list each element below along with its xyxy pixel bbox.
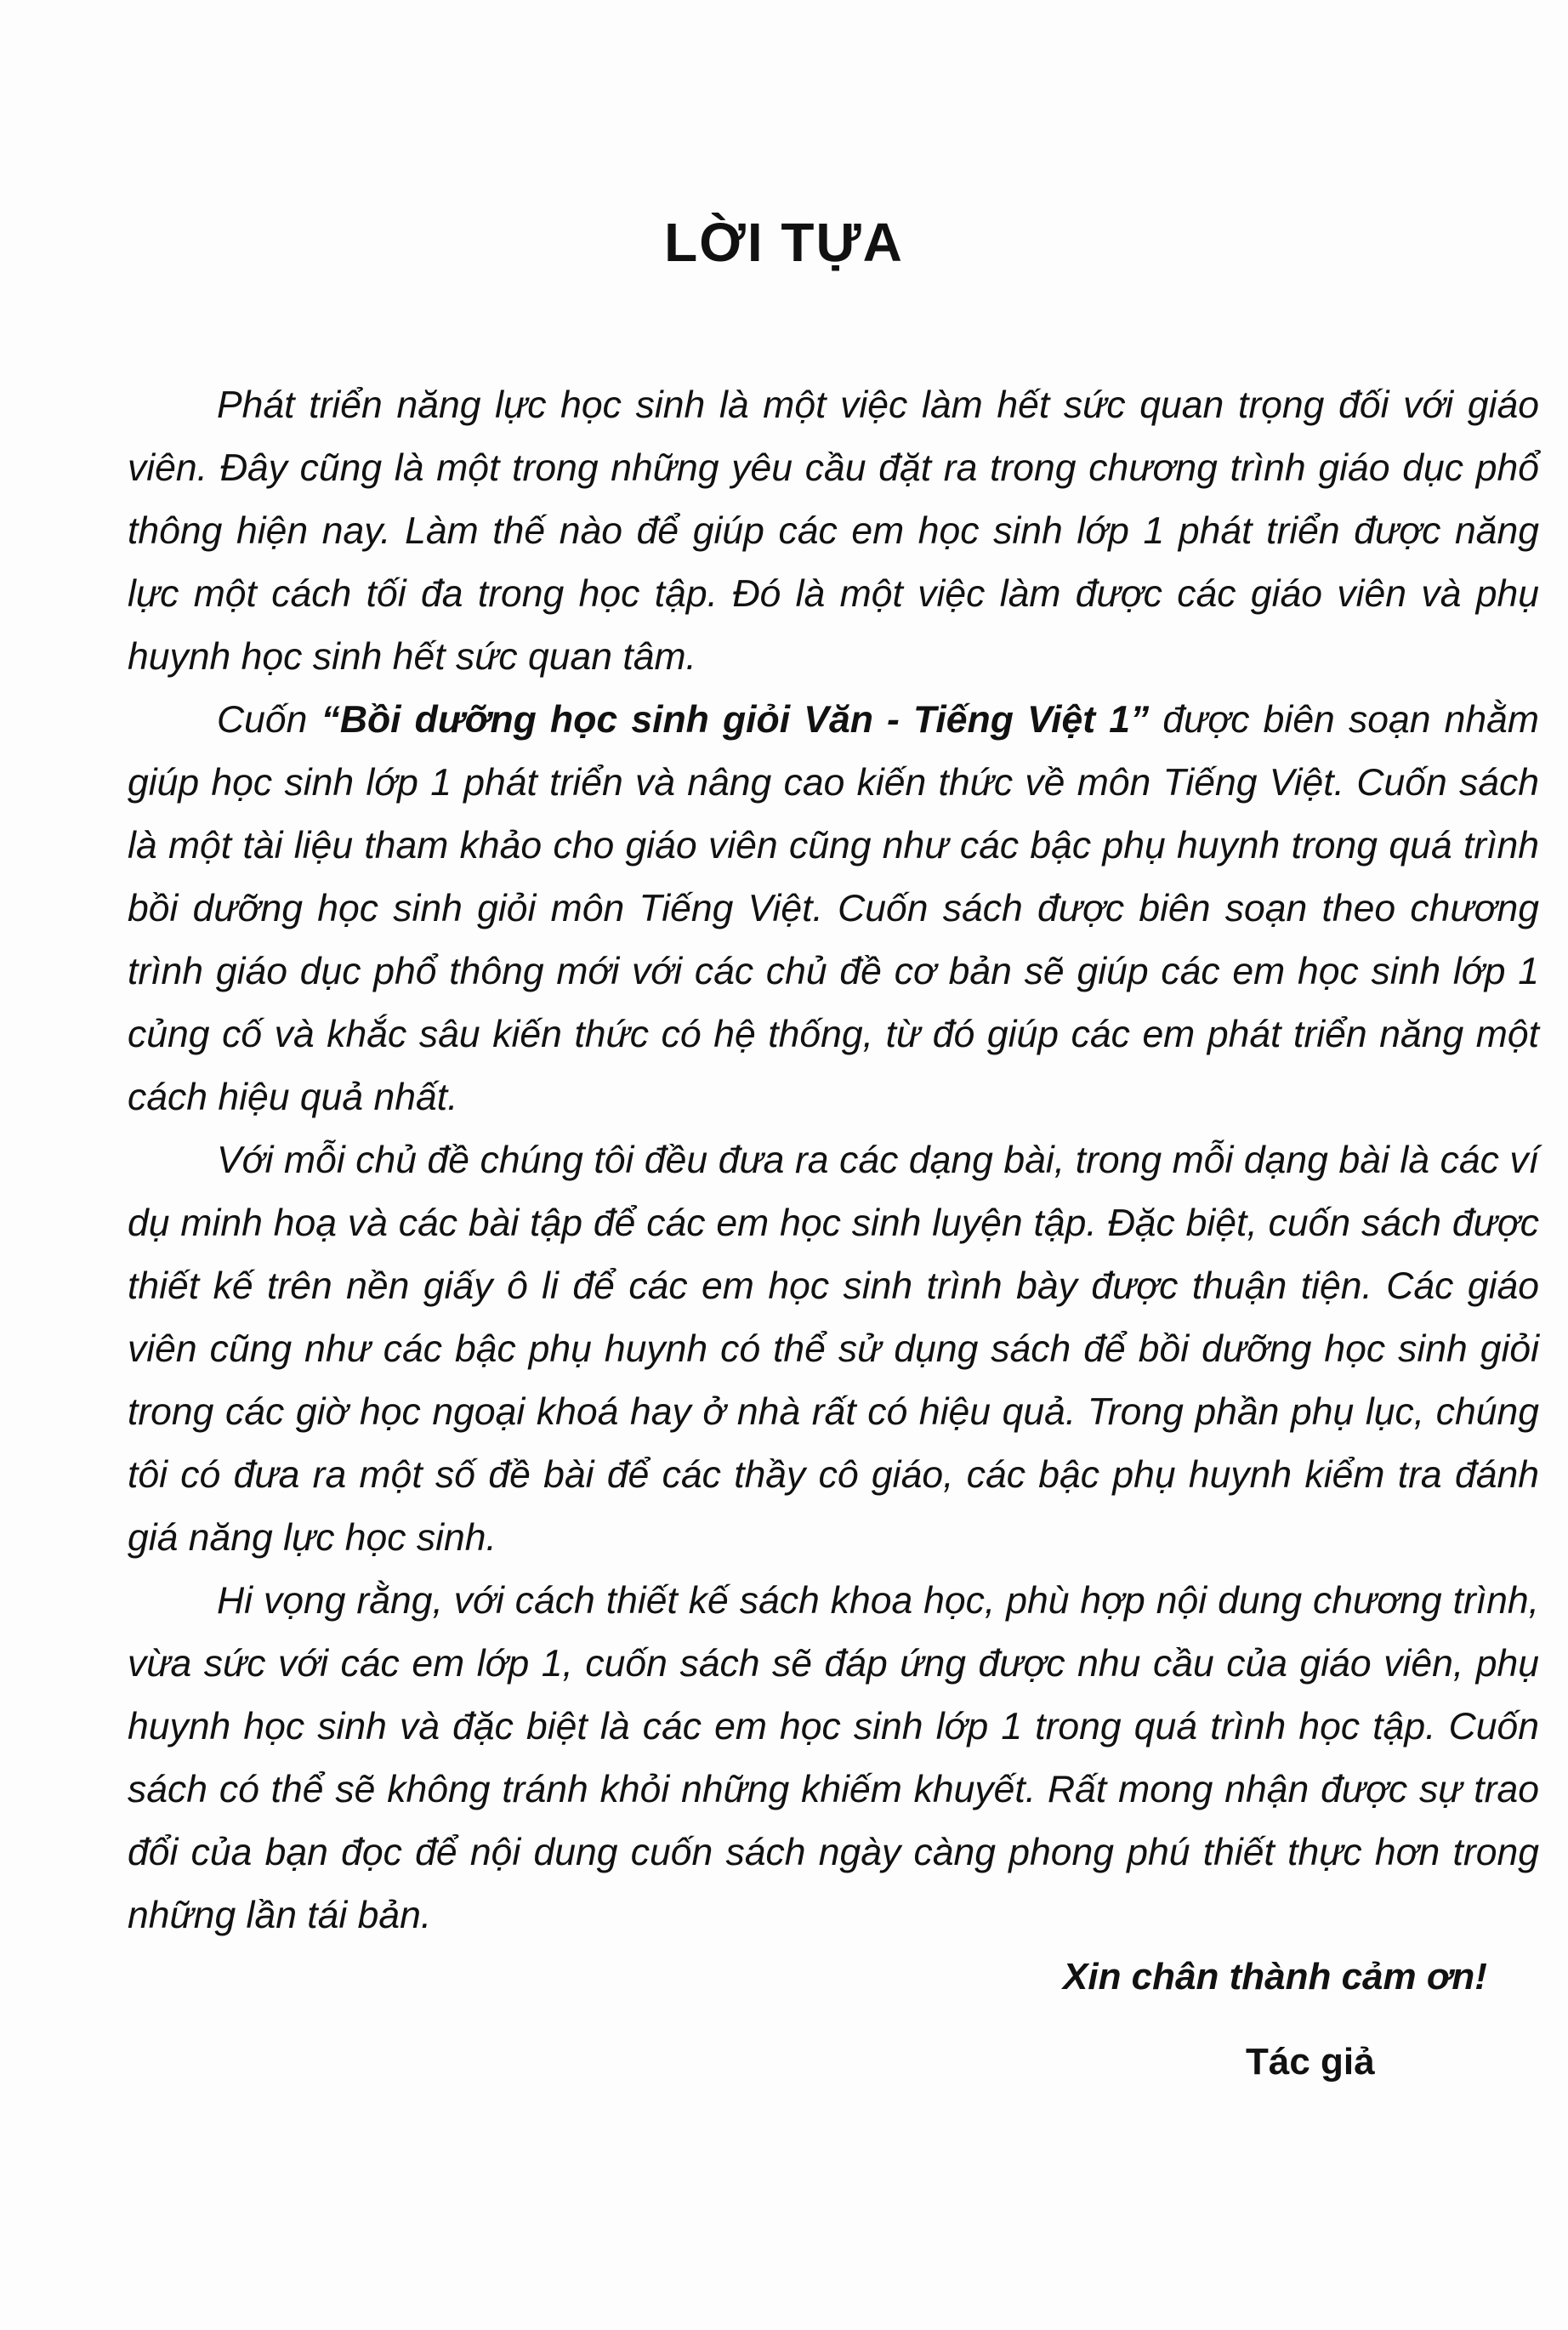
paragraph-2-suffix: được biên soạn nhằm giúp học sinh lớp 1 phát triển và nâng cao kiến thức về môn Tiếng Việt. Cuốn sách là một tài liệu tham khảo cho giáo viên cũng như các bậc phụ huynh trong quá trình bồi dưỡng học sinh giỏi môn Tiếng Việt. Cuốn sách được biên soạn theo chương trình giáo dục phổ thông mới với các chủ đề cơ bản sẽ giúp các em học sinh lớp 1 củng cố và khắc sâu kiến thức có hệ thống, từ đó giúp các em phát triển năng một cách hiệu quả nhất. [128,699,1539,1118]
paragraph-2 [128,689,1539,1129]
page-title: LỜI TỰA [664,212,904,273]
closing-author: Tác giả [1246,2041,1375,2083]
body-text [128,374,1539,1947]
book-title: “Bồi dưỡng học sinh giỏi Văn - Tiếng Việt 1” [321,699,1150,741]
closing-block [1063,1946,1568,2094]
paragraph-2-prefix: Cuốn [217,699,321,741]
paragraph-4: Hi vọng rằng, với cách thiết kế sách khoa học, phù hợp nội dung chương trình, vừa sức với các em lớp 1, cuốn sách sẽ đáp ứng được nhu cầu của giáo viên, phụ huynh học sinh và đặc biệt là các em học sinh lớp 1 trong quá trình học tập. Cuốn sách có thể sẽ không tránh khỏi những khiếm khuyết. Rất mong nhận được sự trao đổi của bạn đọc để nội dung cuốn sách ngày càng phong phú thiết thực hơn trong những lần tái bản. [128,1580,1539,1936]
paragraph-1: Phát triển năng lực học sinh là một việc làm hết sức quan trọng đối với giáo viên. Đây cũng là một trong những yêu cầu đặt ra trong chương trình giáo dục phổ thông hiện nay. Làm thế nào để giúp các em học sinh lớp 1 phát triển được năng lực một cách tối đa trong học tập. Đó là một việc làm được các giáo viên và phụ huynh học sinh hết sức quan tâm. [128,384,1539,678]
paragraph-3: Với mỗi chủ đề chúng tôi đều đưa ra các dạng bài, trong mỗi dạng bài là các ví dụ minh hoạ và các bài tập để các em học sinh luyện tập. Đặc biệt, cuốn sách được thiết kế trên nền giấy ô li để các em học sinh trình bày được thuận tiện. Các giáo viên cũng như các bậc phụ huynh có thể sử dụng sách để bồi dưỡng học sinh giỏi trong các giờ học ngoại khoá hay ở nhà rất có hiệu quả. Trong phần phụ lục, chúng tôi có đưa ra một số đề bài để các thầy cô giáo, các bậc phụ huynh kiểm tra đánh giá năng lực học sinh. [128,1139,1539,1559]
closing-thanks: Xin chân thành cảm ơn! [1063,1956,1487,1998]
